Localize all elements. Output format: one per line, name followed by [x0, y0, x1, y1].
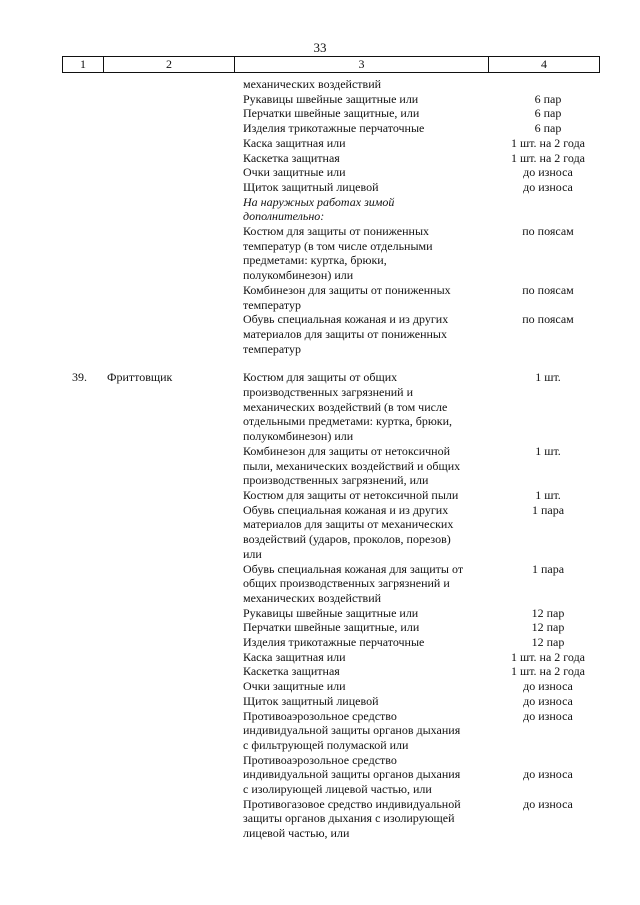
row-number	[0, 679, 107, 694]
row-profession	[107, 356, 243, 370]
row-item: механических воздействий	[243, 77, 382, 91]
row-item: Каскетка защитная	[243, 664, 340, 679]
row-number	[0, 106, 107, 121]
row-profession	[107, 620, 243, 635]
row-profession	[107, 136, 243, 151]
row-number	[0, 694, 107, 709]
page-number: 33	[313, 40, 327, 55]
table-row	[0, 562, 640, 606]
row-item: Противоаэрозольное средство индивидуальной защиты органов дыхания с фильтрующей полумаской или	[243, 708, 461, 752]
row-quantity: 1 шт. на 2 года	[510, 649, 586, 664]
table-row	[0, 136, 640, 151]
row-item: Рукавицы швейные защитные или	[243, 91, 419, 106]
row-item: Перчатки швейные защитные, или	[243, 106, 420, 121]
row-profession	[107, 92, 243, 107]
row-number	[0, 151, 107, 166]
table-body	[0, 77, 640, 841]
table-row	[0, 195, 640, 224]
table-row	[0, 650, 640, 665]
row-profession	[107, 106, 243, 121]
header-col-1: 1	[63, 57, 104, 72]
table-row	[0, 165, 640, 180]
table-row	[0, 753, 640, 797]
row-item: Перчатки швейные защитные, или	[243, 620, 420, 635]
row-number	[0, 77, 107, 92]
row-number: 39.	[72, 370, 87, 385]
row-number	[0, 488, 107, 503]
row-profession	[107, 679, 243, 694]
row-number	[0, 503, 107, 562]
table-row	[0, 151, 640, 166]
table-row	[0, 370, 640, 444]
row-item: Очки защитные или	[243, 679, 346, 694]
row-quantity: до износа	[523, 767, 573, 782]
row-quantity: 1 шт. на 2 года	[510, 150, 586, 165]
row-quantity: 12 пар	[531, 635, 565, 650]
row-quantity	[493, 195, 603, 224]
table-row	[0, 635, 640, 650]
row-item: Костюм для защиты от общих производственных загрязнений и механических воздействий (в том числе отдельными предметами: куртка, брюки, полукомбинезон) или	[243, 370, 453, 444]
row-number	[0, 797, 107, 841]
row-profession	[107, 195, 243, 224]
row-quantity: 6 пар	[534, 106, 562, 121]
row-quantity: 1 шт.	[535, 370, 561, 385]
row-quantity: 12 пар	[531, 605, 565, 620]
row-number	[0, 92, 107, 107]
row-number	[0, 635, 107, 650]
table-row	[0, 106, 640, 121]
row-profession	[107, 77, 243, 92]
row-quantity: 1 шт.	[535, 443, 561, 458]
table-row	[0, 356, 640, 370]
row-item: Изделия трикотажные перчаточные	[243, 121, 425, 136]
row-item: Каскетка защитная	[243, 150, 340, 165]
row-profession	[107, 503, 243, 562]
row-profession	[107, 606, 243, 621]
row-number	[0, 753, 107, 797]
row-item: На наружных работах зимой дополнительно:	[243, 194, 395, 224]
row-item: Обувь специальная кожаная и из других материалов для защиты от пониженных температур	[243, 312, 449, 356]
row-quantity: 1 шт.	[535, 487, 561, 502]
row-quantity: 6 пар	[534, 121, 562, 136]
row-profession	[107, 664, 243, 679]
table-row	[0, 180, 640, 195]
row-number	[0, 195, 107, 224]
row-quantity: по поясам	[522, 224, 574, 239]
table-row	[0, 664, 640, 679]
row-number	[0, 312, 107, 356]
row-number	[0, 224, 107, 283]
table-row	[0, 283, 640, 312]
header-col-2: 2	[104, 57, 235, 72]
row-profession	[107, 709, 243, 753]
row-profession	[107, 312, 243, 356]
row-item: Очки защитные или	[243, 165, 346, 180]
row-number	[0, 606, 107, 621]
row-item: Комбинезон для защиты от нетоксичной пыли, механических воздействий и общих производственных загрязнений, или	[243, 443, 461, 488]
row-number	[0, 664, 107, 679]
row-quantity: 1 шт. на 2 года	[510, 135, 586, 150]
table-row	[0, 606, 640, 621]
row-item: Обувь специальная кожаная и из других материалов для защиты от механических воздействий (ударов, проколов, порезов) или	[243, 502, 454, 561]
row-number	[0, 444, 107, 488]
row-number	[0, 136, 107, 151]
row-profession	[107, 562, 243, 606]
row-quantity: до износа	[523, 165, 573, 180]
row-quantity: 12 пар	[531, 620, 565, 635]
row-quantity: 1 пара	[531, 502, 565, 517]
row-quantity: 6 пар	[534, 91, 562, 106]
row-profession	[107, 224, 243, 283]
row-number	[0, 709, 107, 753]
row-profession: Фриттовщик	[107, 370, 173, 385]
row-profession	[107, 753, 243, 797]
table-row	[0, 92, 640, 107]
row-quantity: 1 пара	[531, 561, 565, 576]
row-item: Обувь специальная кожаная для защиты от общих производственных загрязнений и механических воздействий	[243, 561, 464, 605]
row-number	[0, 165, 107, 180]
row-item: Комбинезон для защиты от пониженных температур	[243, 282, 451, 312]
table-row	[0, 503, 640, 562]
row-quantity: до износа	[523, 708, 573, 723]
row-item: Каска защитная или	[243, 135, 346, 150]
row-item: Противогазовое средство индивидуальной защиты органов дыхания с изолирующей лицевой частью, или	[243, 796, 461, 841]
row-number	[0, 180, 107, 195]
row-number	[0, 650, 107, 665]
row-quantity: по поясам	[522, 312, 574, 327]
table-row	[0, 444, 640, 488]
table-row	[0, 797, 640, 841]
row-quantity: до износа	[523, 179, 573, 194]
row-profession	[107, 151, 243, 166]
row-item: Щиток защитный лицевой	[243, 693, 379, 708]
table-row	[0, 312, 640, 356]
table-row	[0, 709, 640, 753]
row-profession	[107, 180, 243, 195]
row-profession	[107, 165, 243, 180]
header-col-3: 3	[235, 57, 489, 72]
row-quantity	[493, 77, 603, 92]
table-row	[0, 77, 640, 92]
row-item: Костюм для защиты от пониженных температур (в том числе отдельными предметами: куртка, брюки, полукомбинезон) или	[243, 224, 433, 283]
table-row	[0, 488, 640, 503]
row-item: Каска защитная или	[243, 649, 346, 664]
row-item: Щиток защитный лицевой	[243, 179, 379, 194]
row-profession	[107, 635, 243, 650]
header-col-4: 4	[541, 57, 547, 71]
row-number	[0, 356, 107, 370]
row-profession	[107, 444, 243, 488]
table-row	[0, 694, 640, 709]
row-quantity: до износа	[523, 679, 573, 694]
row-item: Костюм для защиты от нетоксичной пыли	[243, 487, 459, 502]
row-item: Противоаэрозольное средство индивидуальной защиты органов дыхания с изолирующей лицевой частью, или	[243, 752, 461, 797]
row-profession	[107, 694, 243, 709]
row-item	[243, 356, 493, 370]
table-header	[62, 56, 600, 73]
row-quantity: до износа	[523, 796, 573, 811]
row-quantity: по поясам	[522, 282, 574, 297]
row-quantity: 1 шт. на 2 года	[510, 664, 586, 679]
row-profession	[107, 283, 243, 312]
row-number	[0, 121, 107, 136]
row-quantity: до износа	[523, 693, 573, 708]
row-profession	[107, 121, 243, 136]
row-profession	[107, 797, 243, 841]
row-number	[0, 562, 107, 606]
row-quantity	[493, 356, 603, 370]
table-row	[0, 620, 640, 635]
table-row	[0, 224, 640, 283]
table-row	[0, 121, 640, 136]
row-item: Рукавицы швейные защитные или	[243, 605, 419, 620]
row-profession	[107, 488, 243, 503]
row-number	[0, 620, 107, 635]
row-item: Изделия трикотажные перчаточные	[243, 635, 425, 650]
table-row	[0, 679, 640, 694]
row-profession	[107, 650, 243, 665]
row-number	[0, 283, 107, 312]
